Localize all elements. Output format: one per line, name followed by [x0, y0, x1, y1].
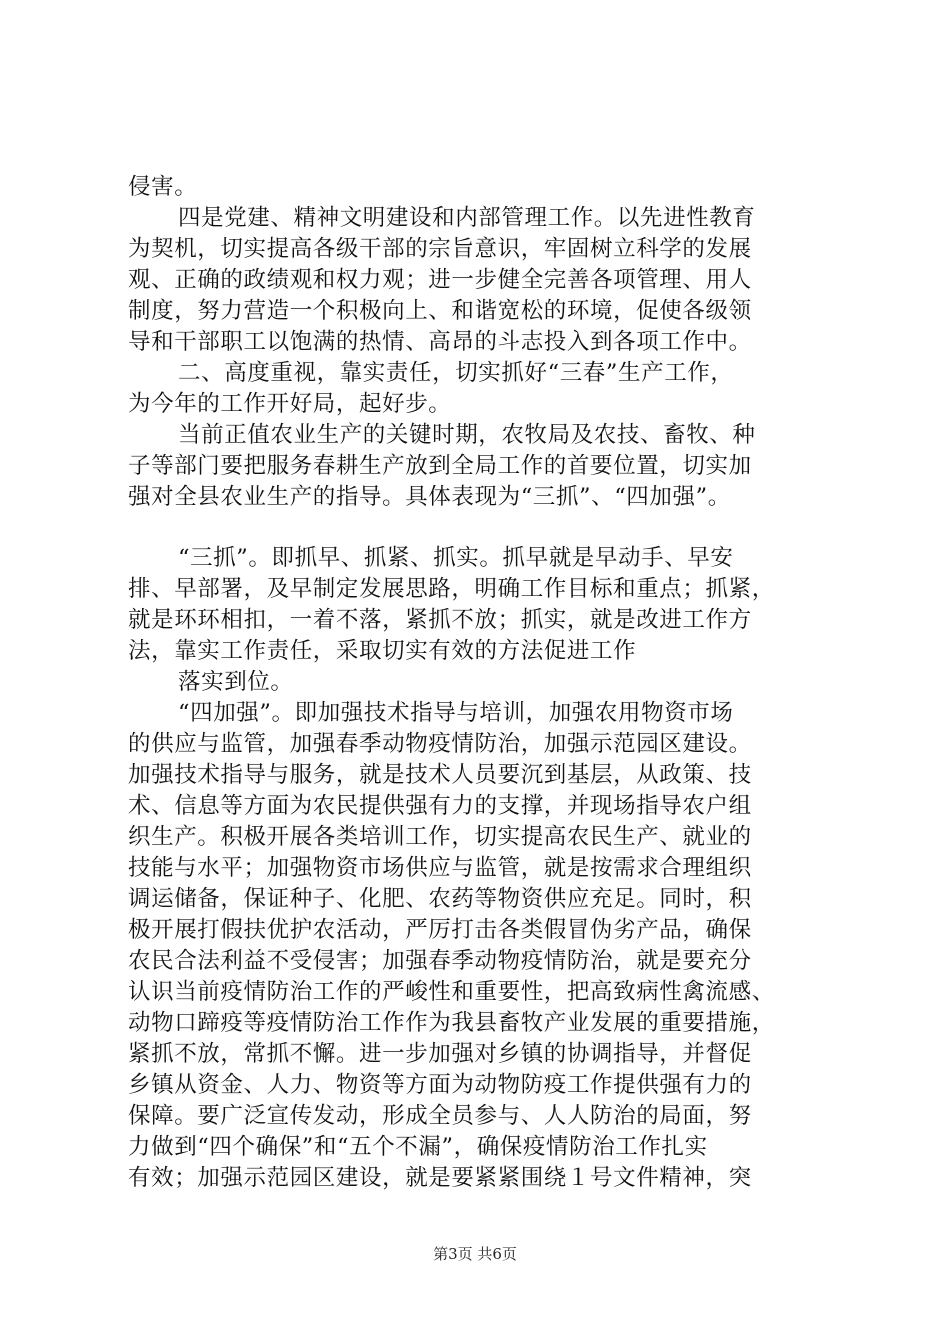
text-line: 为今年的工作开好局，起好步。 — [128, 391, 452, 417]
text-line: 加强技术指导与服务，就是技术人员要沉到基层，从政策、技 — [128, 762, 752, 788]
text-line: 为契机，切实提高各级干部的宗旨意识，牢固树立科学的发展 — [128, 236, 752, 262]
text-line: 织生产。积极开展各类培训工作，切实提高农民生产、就业的 — [128, 824, 752, 850]
text-line: 有效；加强示范园区建设，就是要紧紧围绕１号文件精神，突 — [128, 1165, 752, 1191]
paragraph-gap — [128, 513, 848, 543]
text-line: 四是党建、精神文明建设和内部管理工作。以先进性教育 — [178, 205, 756, 231]
text-line: 二、高度重视，靠实责任，切实抓好“三春”生产工作， — [178, 360, 734, 386]
text-line: 观、正确的政绩观和权力观；进一步健全完善各项管理、用人 — [128, 267, 752, 293]
text-line: 极开展打假扶优护农活动，严厉打击各类假冒伪劣产品，确保 — [128, 917, 752, 943]
text-line: 子等部门要把服务春耕生产放到全局工作的首要位置，切实加 — [128, 453, 752, 479]
text-line: 制度，努力营造一个积极向上、和谐宽松的环境，促使各级领 — [128, 298, 752, 324]
text-line: 调运储备，保证种子、化肥、农药等物资供应充足。同时，积 — [128, 886, 752, 912]
text-line: 导和干部职工以饱满的热情、高昂的斗志投入到各项工作中。 — [128, 329, 752, 355]
text-line: 保障。要广泛宣传发动，形成全员参与、人人防治的局面，努 — [128, 1103, 752, 1129]
text-line: “四加强”。即加强技术指导与培训，加强农用物资市场 — [178, 700, 734, 726]
text-line: 法，靠实工作责任，采取切实有效的方法促进工作 — [128, 638, 637, 664]
text-line: 技能与水平；加强物资市场供应与监管，就是按需求合理组织 — [128, 855, 752, 881]
text-line: 就是环环相扣，一着不落，紧抓不放；抓实，就是改进工作方 — [128, 607, 752, 633]
text-line: 农民合法利益不受侵害；加强春季动物疫情防治，就是要充分 — [128, 948, 752, 974]
text-line: 动物口蹄疫等疫情防治工作作为我县畜牧产业发展的重要措施， — [128, 1010, 775, 1036]
text-line: 的供应与监管，加强春季动物疫情防治，加强示范园区建设。 — [128, 731, 752, 757]
text-line: 落实到位。 — [178, 669, 294, 695]
text-line: 术、信息等方面为农民提供强有力的支撑，并现场指导农户组 — [128, 793, 752, 819]
text-line: 当前正值农业生产的关键时期，农牧局及农技、畜牧、种 — [178, 422, 756, 448]
text-line: 乡镇从资金、人力、物资等方面为动物防疫工作提供强有力的 — [128, 1072, 752, 1098]
text-line: 认识当前疫情防治工作的严峻性和重要性，把高致病性禽流感、 — [128, 979, 775, 1005]
text-line: 排、早部署，及早制定发展思路，明确工作目标和重点；抓紧， — [128, 576, 775, 602]
text-line: 侵害。 — [128, 174, 198, 200]
text-line: 紧抓不放，常抓不懈。进一步加强对乡镇的协调指导，并督促 — [128, 1041, 752, 1067]
page-footer: 第3页 共6页 — [433, 1245, 517, 1263]
text-line: 力做到“四个确保”和“五个不漏”，确保疫情防治工作扎实 — [128, 1134, 708, 1160]
text-line: 强对全县农业生产的指导。具体表现为“三抓”、“四加强”。 — [128, 484, 731, 510]
document-body — [128, 172, 848, 1194]
text-line: “三抓”。即抓早、抓紧、抓实。抓早就是早动手、早安 — [178, 545, 734, 571]
